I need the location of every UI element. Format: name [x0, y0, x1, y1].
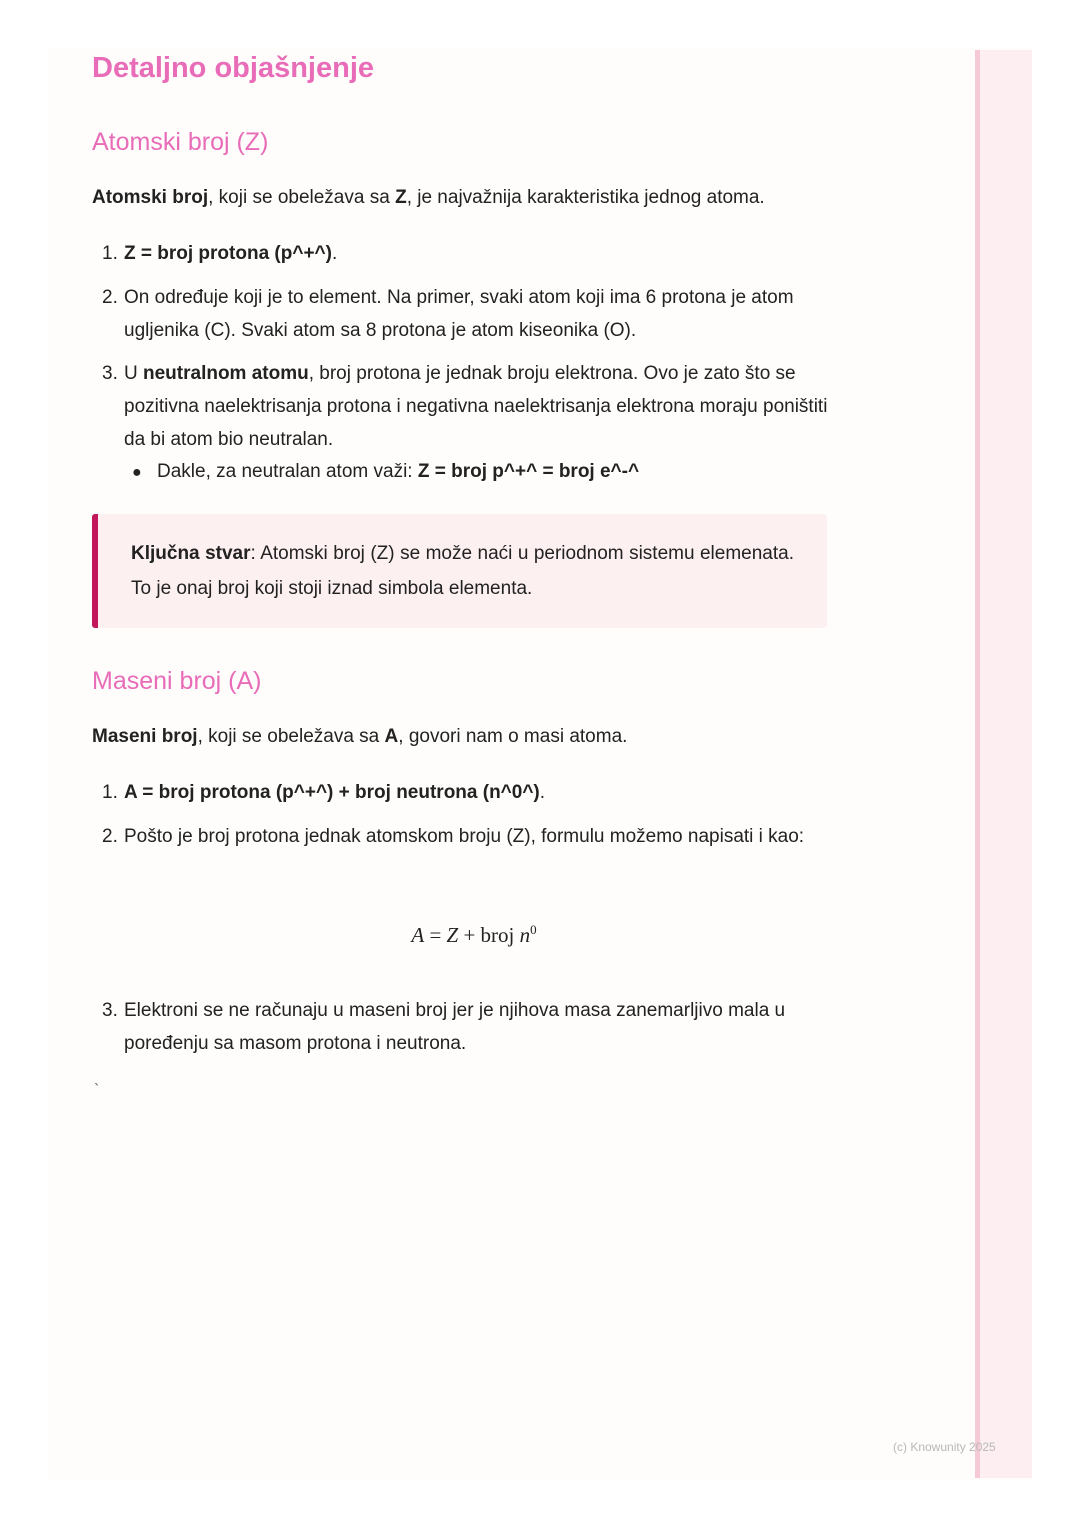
list-number: 2.: [102, 287, 118, 308]
bullet-bold: Z = broj p^+^ = broj e^-^: [417, 461, 640, 482]
list-number: 1.: [102, 782, 118, 803]
mass-intro-symbol: A: [384, 726, 399, 747]
atomic-intro-text1: , koji se obeležava sa: [208, 187, 396, 208]
list-item-rest: .: [331, 243, 338, 264]
mass-list-item-1: [102, 776, 832, 809]
list-item-rest: .: [539, 782, 546, 803]
formula-a: A: [411, 923, 425, 947]
callout-accent-bar: [92, 514, 98, 628]
stray-mark: `: [94, 1082, 100, 1099]
formula-superscript: 0: [530, 922, 537, 937]
mass-intro-text2: , govori nam o masi atoma.: [398, 726, 628, 747]
atomic-intro: [92, 181, 852, 214]
list-item-bold: neutralnom atomu: [143, 363, 309, 384]
list-item-content: [102, 357, 832, 456]
section-title-mass: Maseni broj (A): [92, 667, 262, 695]
callout-body: : Atomski broj (Z) se može naći u periodnom sistemu elemenata. To je onaj broj koji stoji iznad simbola elementa.: [131, 543, 794, 599]
list-item-pre: U: [124, 363, 143, 384]
list-item-text: Pošto je broj protona jednak atomskom broju (Z), formulu možemo napisati i kao:: [124, 826, 805, 847]
atomic-list-item-3: [102, 357, 832, 456]
side-line: [975, 50, 980, 1478]
list-number: 3.: [102, 1000, 118, 1021]
callout-text: [131, 536, 794, 606]
mass-formula: [0, 922, 948, 948]
formula-plus: + broj: [458, 923, 520, 947]
atomic-list-item-1: [102, 237, 832, 270]
list-item-rest: , broj protona je jednak broju elektrona. Ovo je zato što se pozitivna naelektrisanja protona i negativna naelektrisanja elektrona moraju poništiti da bi atom bio neutralan.: [124, 363, 828, 450]
atomic-intro-bold: Atomski broj: [92, 187, 209, 208]
atomic-intro-symbol: Z: [395, 187, 407, 208]
mass-list-item-3: [102, 994, 832, 1060]
mass-list-item-2: [102, 820, 832, 853]
copyright-footer: (c) Knowunity 2025: [893, 1440, 996, 1454]
mass-intro-text1: , koji se obeležava sa: [197, 726, 385, 747]
bullet-dot-icon: ●: [132, 464, 142, 481]
formula-eq: =: [424, 923, 447, 947]
atomic-intro-text2: , je najvažnija karakteristika jednog atoma.: [406, 187, 765, 208]
page-title: Detaljno objašnjenje: [92, 52, 374, 84]
list-item-bold: Z = broj protona (p^+^): [124, 243, 332, 264]
atomic-list-item-2: [102, 281, 832, 347]
list-number: 2.: [102, 826, 118, 847]
side-stripe: [976, 50, 1032, 1478]
bullet-text: Dakle, za neutralan atom važi:: [157, 461, 418, 482]
key-point-callout: [92, 514, 827, 628]
list-number: 1.: [102, 243, 118, 264]
list-number: 3.: [102, 363, 118, 384]
list-item-text: Elektroni se ne računaju u maseni broj jer je njihova masa zanemarljivo mala u poređenju sa masom protona i neutrona.: [124, 1000, 786, 1054]
formula-n: n: [519, 923, 531, 947]
list-item-bold: A = broj protona (p^+^) + broj neutrona (n^0^): [124, 782, 540, 803]
mass-intro: [92, 720, 852, 753]
list-item-text: On određuje koji je to element. Na primer, svaki atom koji ima 6 protona je atom ugljenika (C). Svaki atom sa 8 protona je atom kiseonika (O).: [124, 287, 794, 341]
atomic-bullet: [132, 455, 832, 489]
section-title-atomic: Atomski broj (Z): [92, 128, 269, 156]
mass-intro-bold: Maseni broj: [92, 726, 198, 747]
formula-z: Z: [446, 923, 459, 947]
callout-bold: Ključna stvar: [131, 543, 251, 564]
